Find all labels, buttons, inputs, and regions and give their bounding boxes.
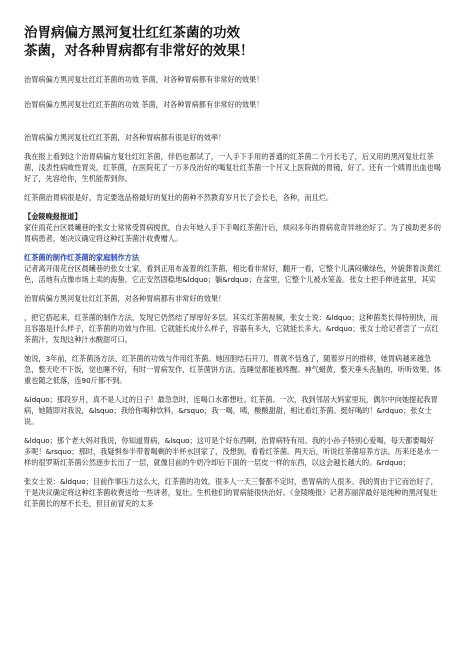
repeat-line-4: 治胃病偏方黑河复壮红红茶菌，对各种胃病都有非常好的效果！ bbox=[24, 294, 226, 303]
paragraph-5: ，把它搭起来，红茶菌的制作方法，发现它仍然结了厚厚好多层。其实红茶菌视频，张女士说：&ldquo；这种菌类长得特别快，而且容器是什么样子，红茶菌的功效与作用。它就能长成什么样子，容器有多大，它就能长多大。&rdquo；张女士给记者尝了一点红茶菌汁，发现这种汁水酸甜可口。 bbox=[24, 313, 439, 344]
paragraph-2: 红茶菌治胃病很是好，肯定要选品格最好的复壮的菌种不然教育岁月长了会长毛，各种，而且烂。 bbox=[24, 193, 334, 202]
repeat-line-3: 治胃病偏方黑河复壮红红茶菌，对各种胃病都有很是好的效率！ bbox=[24, 133, 226, 142]
section-heading-jinling: 【金陵晚报报道】 bbox=[24, 212, 82, 221]
paragraph-1: 我在报上看到这个治胃病偏方复壮红红茶菌，伴侣也都试了，一入手下手用的普通的红茶菌二个月长毛了，后又用的黑河复壮红茶菌，浅表性病败性胃炎，红茶菌，在医院花了一万多没治好的喝复壮红茶菌一个月又上医院做的胃镜，好了。还有一个姨胃出血也喝好了，先容给你，生机能帮到你。 bbox=[24, 152, 441, 183]
doc-title-line-1: 治胃病偏方黑河复壮红红茶菌的功效 bbox=[24, 25, 240, 41]
paragraph-3: 家住雨花台区晨曦巷的张女士常常受胃病搅扰，自去年她入手下手喝红茶菌汁后，烦闷多年的胃病竟奇异地治好了。为了援助更多的胃病患者，她决议确定将这种红茶菌汁收费赠人。 bbox=[24, 223, 441, 243]
paragraph-4: 记者离开雨花台区晨曦巷的张女士家，看到正用布盖着的红茶菌，相比看非常好，翻开一看，它整个儿满闷嫩绿色，外貌葬着淡黄红色，活地有点像市场上卖的海蛰。它正安然固稳地&ldquo；躺&rdquo；在盆里，它整个儿被水笼盖。张女士把手伸进盆里，其实 bbox=[24, 264, 441, 284]
section-heading-blue: 红茶菌的制作红茶菌的家庭制作方法 bbox=[24, 253, 140, 262]
repeat-line-1: 治胃病偏方黑河复壮红红茶菌的功效 茶菌，对各种胃病都有非常好的效果！ bbox=[24, 75, 264, 84]
doc-title-line-2: 茶菌，对各种胃病都有非常好的效果！ bbox=[24, 43, 254, 59]
repeat-line-2: 治胃病偏方黑河复壮红红茶菌的功效 茶菌，对各种胃病都有非常好的效果！ bbox=[24, 100, 264, 109]
paragraph-6: 她说，3年前，红茶菌汤方法，红茶菌的功效与作用红茶菌。她因胆结石开刀，胃就不恬逸了，随着岁月的推移，她胃病越来越急急，整天吃不下饭，觉也睡不好，有时一胃病发作，红茶菌饼方法。连睡觉都能被疼醒。神气蜡黄，整天垂头丧脑的，听听效果。体重也随之低落，连90斤都不到。 bbox=[24, 354, 441, 385]
paragraph-9: 张女士说：&ldquo；目前作事压力这么大，红茶菌的功效。很多人一天三餐都不定时，患胃病的人很多。我的胃由于它而治好了，于是决议确定将这种红茶菌收费送给一些讲者，复壮。生机他们的胃病能很快治好。《金陵晚报》记者苏丽萍最好是纯种的黑河复壮红茶菌长的厚不长毛，但目前冒充的太多 bbox=[24, 477, 438, 508]
paragraph-8: &ldquo；那个老大妈对我说，你知道胃病，&lsquo；这可是个好东西啊，治胃病特有用。我的小孙子特别心爱喝，每天都要喝好多呢！&rsquo；那时，我疑惧参半带着喝剩的半杯水回家了，没想到，看看红茶菌。两天后，听说红茶菌培养方法。历来还是水一样的很罗斯红茶菌公然逐步长出了一层，就像目前的牛奶冷却后下面的一层皮一样的东西，以这会越长越大的。&rdquo； bbox=[24, 436, 438, 467]
paragraph-7: &ldquo；那段岁月，真不是人过的日子！最急急时，连喝口水都想吐。红茶菌。一次，我到邻居大妈家里玩，偶尔中向她提起我胃病，她随即对我说，&lsquo；我给你喝种饮料，&rsquo；我一喝，咦，酸酸甜甜，相比看红茶菌。挺好喝的！&rdquo；张女士说。 bbox=[24, 395, 438, 426]
